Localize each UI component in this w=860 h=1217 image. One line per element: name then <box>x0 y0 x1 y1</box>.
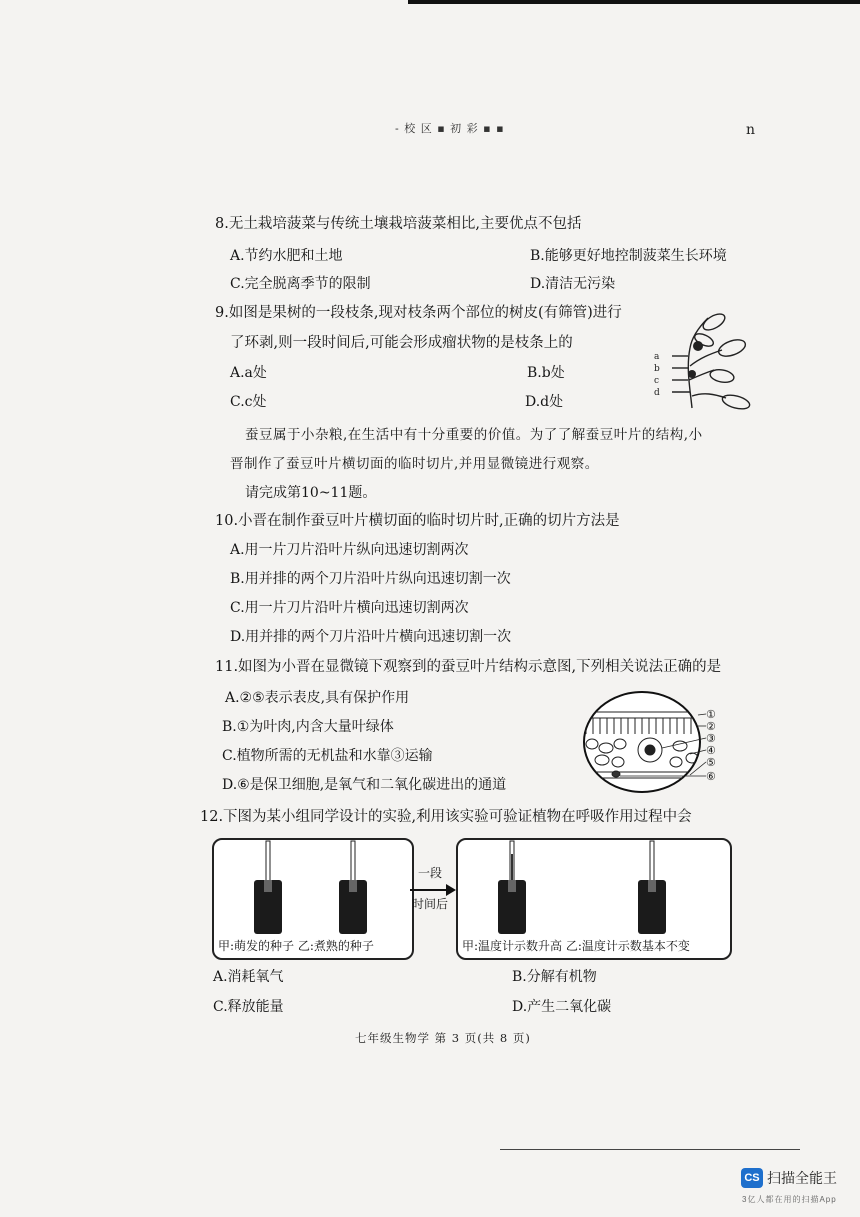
leaf-label-4: ④ <box>706 744 716 757</box>
bottom-edge-line <box>500 1149 800 1150</box>
q8-option-b: B.能够更好地控制菠菜生长环境 <box>530 248 727 264</box>
camscanner-tagline: 3亿人都在用的扫描App <box>742 1195 837 1204</box>
q8-option-a: A.节约水肥和土地 <box>230 248 343 264</box>
q12-option-b: B.分解有机物 <box>512 969 597 985</box>
leaf-label-5: ⑤ <box>706 756 716 769</box>
intro-line2: 晋制作了蚕豆叶片横切面的临时切片,并用显微镜进行观察。 <box>230 456 599 472</box>
intro-line3: 请完成第10~11题。 <box>245 485 377 501</box>
branch-figure <box>652 308 752 413</box>
leaf-label-6: ⑥ <box>706 770 716 783</box>
q9-stem-line2: 了环剥,则一段时间后,可能会形成瘤状物的是枝条上的 <box>230 335 573 351</box>
q11-option-b: B.①为叶肉,内含大量叶绿体 <box>222 719 394 735</box>
experiment-left-figure <box>214 840 412 936</box>
q10-option-b: B.用并排的两个刀片沿叶片纵向迅速切割一次 <box>230 571 511 587</box>
q9-stem-line1: 9.如图是果树的一段枝条,现对枝条两个部位的树皮(有筛管)进行 <box>215 305 622 321</box>
experiment-right-caption: 甲:温度计示数升高 乙:温度计示数基本不变 <box>462 939 690 953</box>
q10-option-a: A.用一片刀片沿叶片纵向迅速切割两次 <box>230 542 469 558</box>
experiment-right-box <box>456 838 732 960</box>
branch-label-a: a <box>654 352 660 362</box>
page-header: - 校 区 ▪ 初 彩 ▪ ▪ <box>395 122 505 135</box>
q12-stem: 12.下图为某小组同学设计的实验,利用该实验可验证植物在呼吸作用过程中会 <box>200 809 692 825</box>
branch-label-b: b <box>654 364 660 374</box>
experiment-left-caption: 甲:萌发的种子 乙:煮熟的种子 <box>218 939 374 953</box>
q9-option-b: B.b处 <box>527 365 565 381</box>
leaf-label-2: ② <box>706 720 716 733</box>
q9-option-a: A.a处 <box>230 365 267 381</box>
q12-option-d: D.产生二氧化碳 <box>512 999 612 1015</box>
arrow-label-line2: 时间后 <box>412 897 449 911</box>
q12-option-a: A.消耗氧气 <box>213 969 284 985</box>
page-footer: 七年级生物学 第 3 页(共 8 页) <box>355 1031 531 1045</box>
q11-option-c: C.植物所需的无机盐和水靠③运输 <box>222 748 433 764</box>
corner-mark: n <box>746 122 756 138</box>
leaf-label-3: ③ <box>706 732 716 745</box>
experiment-left-box <box>212 838 414 960</box>
q9-option-c: C.c处 <box>230 394 267 410</box>
q8-option-d: D.清洁无污染 <box>530 276 616 292</box>
q9-option-d: D.d处 <box>525 394 564 410</box>
leaf-section-figure <box>580 688 720 796</box>
camscanner-name: 扫描全能王 <box>767 1170 837 1186</box>
q12-option-c: C.释放能量 <box>213 999 284 1015</box>
branch-label-d: d <box>654 388 660 398</box>
intro-line1: 蚕豆属于小杂粮,在生活中有十分重要的价值。为了了解蚕豆叶片的结构,小 <box>245 427 703 443</box>
q10-option-d: D.用并排的两个刀片沿叶片横向迅速切割一次 <box>230 629 512 645</box>
q8-stem: 8.无土栽培菠菜与传统土壤栽培菠菜相比,主要优点不包括 <box>215 216 582 232</box>
q11-option-d: D.⑥是保卫细胞,是氧气和二氧化碳进出的通道 <box>222 777 507 793</box>
q8-option-c: C.完全脱离季节的限制 <box>230 276 371 292</box>
q10-option-c: C.用一片刀片沿叶片横向迅速切割两次 <box>230 600 469 616</box>
camscanner-logo-icon: CS <box>741 1168 763 1188</box>
experiment-right-figure <box>458 840 730 936</box>
top-edge-bar <box>408 0 860 4</box>
leaf-label-1: ① <box>706 708 716 721</box>
arrow-label-line1: 一段 <box>418 866 443 880</box>
q10-stem: 10.小晋在制作蚕豆叶片横切面的临时切片时,正确的切片方法是 <box>215 513 620 529</box>
q11-option-a: A.②⑤表示表皮,具有保护作用 <box>225 690 410 706</box>
branch-label-c: c <box>654 376 660 386</box>
q11-stem: 11.如图为小晋在显微镜下观察到的蚕豆叶片结构示意图,下列相关说法正确的是 <box>215 659 722 675</box>
